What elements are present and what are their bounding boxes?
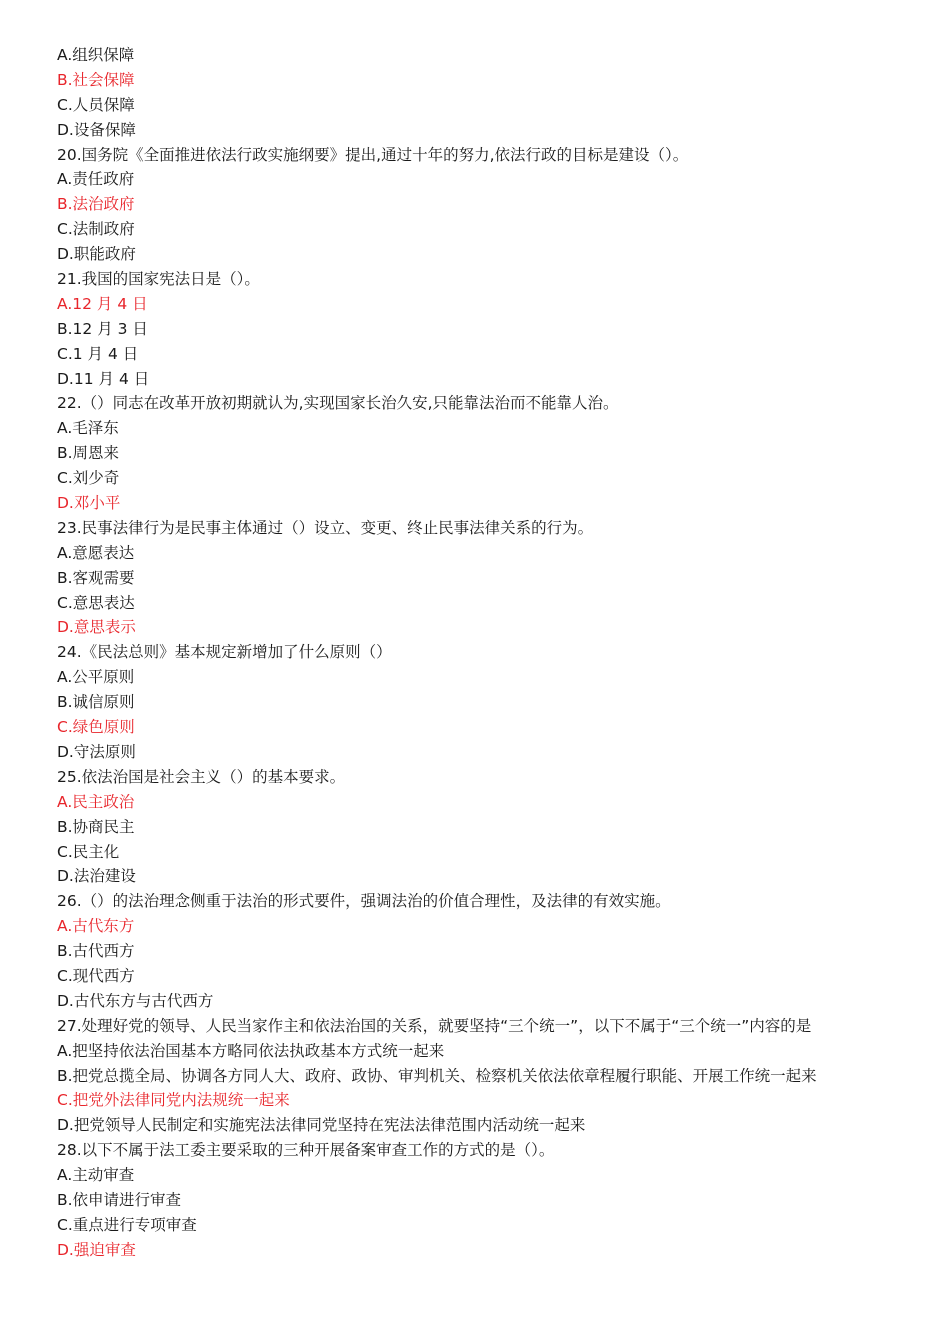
answer-option: C.意思表达 [57,593,135,612]
answer-option: A.意愿表达 [57,543,135,562]
answer-option-correct: A.古代东方 [57,917,135,936]
answer-option: C.现代西方 [57,966,135,985]
question-text: 24.《民法总则》基本规定新增加了什么原则（） [57,643,392,662]
answer-option: C.1 月 4 日 [57,344,139,363]
answer-option: C.民主化 [57,842,120,861]
answer-option: D.职能政府 [57,245,136,264]
answer-option: B.周恩来 [57,444,120,463]
answer-option: B.依申请进行审查 [57,1190,182,1209]
answer-option: D.法治建设 [57,867,136,886]
answer-option-correct: D.意思表示 [57,618,136,637]
answer-option: C.法制政府 [57,220,135,239]
question-text: 23.民事法律行为是民事主体通过（）设立、变更、终止民事法律关系的行为。 [57,518,594,537]
answer-option: D.古代东方与古代西方 [57,991,214,1010]
question-text: 28.以下不属于法工委主要采取的三种开展备案审查工作的方式的是（）。 [57,1141,555,1160]
answer-option: C.重点进行专项审查 [57,1215,197,1234]
answer-option: D.设备保障 [57,120,136,139]
answer-option: A.主动审查 [57,1166,135,1185]
answer-option: A.公平原则 [57,668,135,687]
answer-option-correct: A.民主政治 [57,792,135,811]
answer-option: D.守法原则 [57,742,136,761]
question-text: 21.我国的国家宪法日是（）。 [57,270,260,289]
question-text: 26.（）的法治理念侧重于法治的形式要件，强调法治的价值合理性，及法律的有效实施。 [57,892,671,911]
answer-option-correct: B.社会保障 [57,70,135,89]
answer-option: A.组织保障 [57,46,135,64]
answer-option: A.毛泽东 [57,419,119,438]
answer-option-correct: B.法治政府 [57,195,135,214]
answer-option: A.责任政府 [57,170,135,189]
answer-option: C.刘少奇 [57,469,120,488]
answer-option: A.把坚持依法治国基本方略同依法执政基本方式统一起来 [57,1041,445,1060]
question-text: 22.（）同志在改革开放初期就认为,实现国家长治久安,只能靠法治而不能靠人治。 [57,394,619,413]
question-text: 27.处理好党的领导、人民当家作主和依法治国的关系，就要坚持“三个统一”，以下不属于“三个统一”内容的是 [57,1016,812,1035]
answer-option: B.12 月 3 日 [57,319,148,338]
answer-option-correct: A.12 月 4 日 [57,294,148,313]
answer-option: D.11 月 4 日 [57,369,150,388]
question-text: 20.国务院《全面推进依法行政实施纲要》提出,通过十年的努力,依法行政的目标是建设（）。 [57,145,689,164]
answer-option: B.客观需要 [57,568,135,587]
answer-option: D.把党领导人民制定和实施宪法法律同党坚持在宪法法律范围内活动统一起来 [57,1116,586,1135]
answer-option: B.协商民主 [57,817,135,836]
answer-option-correct: C.绿色原则 [57,718,135,737]
answer-option: B.古代西方 [57,942,135,961]
answer-option: B.把党总揽全局、协调各方同人大、政府、政协、审判机关、检察机关依法依章程履行职能、开展工作统一起来 [57,1066,817,1085]
answer-option-correct: D.邓小平 [57,494,121,513]
answer-option-correct: C.把党外法律同党内法规统一起来 [57,1091,290,1110]
answer-option: C.人员保障 [57,95,135,114]
answer-option-correct: D.强迫审查 [57,1240,136,1259]
document-body [57,43,937,1263]
question-text: 25.依法治国是社会主义（）的基本要求。 [57,767,346,786]
answer-option: B.诚信原则 [57,693,135,712]
